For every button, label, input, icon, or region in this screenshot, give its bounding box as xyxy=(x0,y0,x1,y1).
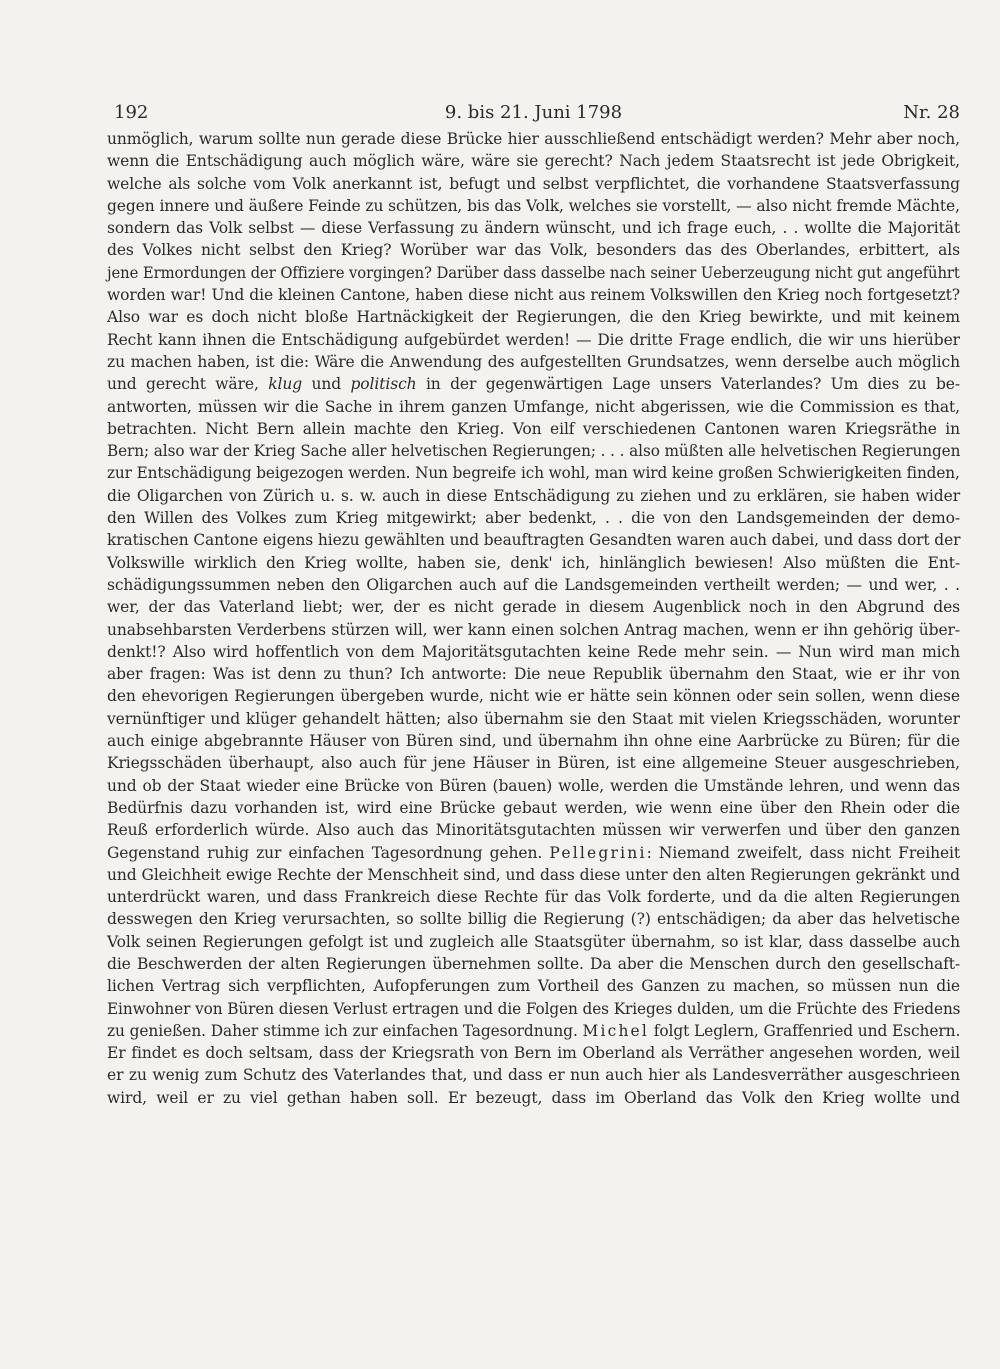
line-text: jene Ermordungen der Offiziere vorgingen? Darüber dass dasselbe nach seiner Ueberzeugung nicht gut angeführt xyxy=(107,263,960,282)
line-text: des Volkes nicht selbst den Krieg? Worüber war das Volk, besonders das des Oberlandes, erbittert, als xyxy=(107,241,960,260)
line-text: folgt Leglern, Graffenried und Eschern. xyxy=(648,1021,961,1040)
text-line xyxy=(107,462,960,484)
text-line xyxy=(107,842,960,864)
line-text: denkt!? Also wird hoffentlich von dem Majoritätsgutachten keine Rede mehr sein. — Nun wird man mich xyxy=(107,642,960,661)
line-text: zu genießen. Daher stimme ich zur einfachen Tagesordnung. xyxy=(107,1021,583,1040)
line-text: wenn die Entschädigung auch möglich wäre, wäre sie gerecht? Nach jedem Staatsrecht ist jede Obrigkeit, xyxy=(107,152,960,171)
text-line xyxy=(107,284,960,306)
text-line xyxy=(107,373,960,395)
line-text: Bern; also war der Krieg Sache aller helvetischen Regierungen; . . . also müßten alle helvetischen Regierungen xyxy=(107,442,961,461)
text-line xyxy=(107,351,960,373)
text-line xyxy=(107,507,960,529)
text-line xyxy=(107,329,960,351)
line-text: worden war! Und die kleinen Cantone, haben diese nicht aus reinem Volkswillen den Krieg noch fortgesetzt? xyxy=(107,286,960,305)
line-text: aber fragen: Was ist denn zu thun? Ich antworte: Die neue Republik übernahm den Staat, wie er ihr von xyxy=(107,665,960,684)
text-line xyxy=(107,708,960,730)
line-text: Reuß erforderlich würde. Also auch das Minoritätsgutachten müssen wir verwerfen und über den ganzen xyxy=(107,821,960,840)
text-line xyxy=(107,195,960,217)
page-number: 192 xyxy=(114,102,149,123)
line-text: lichen Vertrag sich verpflichten, Aufopferungen zum Vortheil des Ganzen zu machen, so müssen nun die xyxy=(107,977,960,996)
line-text: sondern das Volk selbst — diese Verfassung zu ändern wünscht, und ich frage euch, . . wollte die Majorität xyxy=(107,219,960,238)
line-text: Kriegsschäden überhaupt, also auch für jene Häuser in Büren, ist eine allgemeine Steuer ausgeschrieben, xyxy=(107,754,960,773)
line-text: die Beschwerden der alten Regierungen übernehmen sollte. Da aber die Menschen durch den gesellschaft- xyxy=(107,954,960,973)
body-text xyxy=(107,128,960,1109)
text-line xyxy=(107,552,960,574)
text-line xyxy=(107,306,960,328)
line-text: zu machen haben, ist die: Wäre die Anwendung des aufgestellten Grundsatzes, wenn derselbe auch möglich xyxy=(107,352,960,371)
line-text: und xyxy=(302,375,351,394)
text-line xyxy=(107,485,960,507)
line-text: welche als solche vom Volk anerkannt ist, befugt und selbst verpflichtet, die vorhandene Staatsverfassung xyxy=(107,174,960,193)
line-text: vernünftiger und klüger gehandelt hätten; also übernahm sie den Staat mit vielen Kriegsschäden, worunter xyxy=(107,709,960,728)
line-text: wer, der das Vaterland liebt; wer, der es nicht gerade in diesem Augenblick noch in den Abgrund des xyxy=(107,598,960,617)
text-line xyxy=(107,418,960,440)
line-text: Bedürfnis dazu vorhanden ist, wird eine Brücke gebaut werden, wie wenn eine über den Rhein oder die xyxy=(107,798,960,817)
line-text: und gerecht wäre, xyxy=(107,375,269,394)
line-text: betrachten. Nicht Bern allein machte den Krieg. Von eilf verschiedenen Cantonen waren Kriegsräthe in xyxy=(107,419,960,438)
line-text: er zu wenig zum Schutz des Vaterlandes that, und dass er nun auch hier als Landesverräther ausgeschrieen xyxy=(107,1066,960,1085)
text-line xyxy=(107,953,960,975)
text-line xyxy=(107,1042,960,1064)
line-text: und Gleichheit ewige Rechte der Menschheit sind, und dass diese unter den alten Regierungen gekränkt und xyxy=(107,865,960,884)
line-text: den Willen des Volkes zum Krieg mitgewirkt; aber bedenkt, . . die von den Landsgemeinden der demo- xyxy=(107,509,960,528)
line-text: unabsehbarsten Verderbens stürzen will, wer kann einen solchen Antrag machen, wenn er ihn gehörig über- xyxy=(107,620,960,639)
line-text: unmöglich, warum sollte nun gerade diese Brücke hier ausschließend entschädigt werden? Mehr aber noch, xyxy=(107,130,960,148)
text-line xyxy=(107,128,960,150)
text-line xyxy=(107,1087,960,1109)
text-line xyxy=(107,864,960,886)
line-text: gegen innere und äußere Feinde zu schützen, bis das Volk, welches sie vorstellt, — also nicht fremde Mächte, xyxy=(107,196,960,215)
text-line xyxy=(107,819,960,841)
text-line xyxy=(107,752,960,774)
line-text: Volk seinen Regierungen gefolgt ist und zugleich alle Staatsgüter übernahm, so ist klar, dass dasselbe auch xyxy=(107,932,960,951)
text-line xyxy=(107,685,960,707)
line-text: : Niemand zweifelt, dass nicht Freiheit xyxy=(646,843,961,862)
line-text: und ob der Staat wieder eine Brücke von Büren (bauen) wolle, werden die Umstände lehren, und wenn das xyxy=(107,776,960,795)
issue-number: Nr. 28 xyxy=(903,102,960,123)
line-text: unterdrückt waren, und dass Frankreich diese Rechte für das Volk forderte, und da die alten Regierungen xyxy=(107,888,960,907)
text-line xyxy=(107,262,960,284)
line-text: Volkswille wirklich den Krieg wollte, haben sie, denk' ich, hinlänglich bewiesen! Also müßten die Ent- xyxy=(107,553,960,572)
text-line xyxy=(107,797,960,819)
line-text: den ehevorigen Regierungen übergeben wurde, nicht wie er hätte sein können oder sein sollen, wenn diese xyxy=(107,687,960,706)
text-line xyxy=(107,975,960,997)
emphasized-word: politisch xyxy=(350,375,417,394)
text-line xyxy=(107,574,960,596)
line-text: Also war es doch nicht bloße Hartnäckigkeit der Regierungen, die den Krieg bewirkte, und mit keinem xyxy=(107,308,960,327)
text-line xyxy=(107,217,960,239)
speaker-name: Pellegrini xyxy=(549,843,647,862)
text-line xyxy=(107,886,960,908)
line-text: in der gegenwärtigen Lage unsers Vaterlandes? Um dies zu be- xyxy=(416,375,960,394)
text-line xyxy=(107,1020,960,1042)
text-line xyxy=(107,775,960,797)
line-text: desswegen den Krieg verursachten, so sollte billig die Regierung (?) entschädigen; da aber das helvetische xyxy=(107,910,960,929)
header-date: 9. bis 21. Juni 1798 xyxy=(444,102,623,123)
line-text: zur Entschädigung beigezogen werden. Nun begreife ich wohl, man wird keine großen Schwierigkeiten finden, xyxy=(107,464,960,483)
text-line xyxy=(107,908,960,930)
text-line xyxy=(107,730,960,752)
text-line xyxy=(107,529,960,551)
text-line xyxy=(107,1064,960,1086)
text-line xyxy=(107,931,960,953)
line-text: Einwohner von Büren diesen Verlust ertragen und die Folgen des Krieges dulden, um die Früchte des Friedens xyxy=(107,999,961,1018)
line-text: die Oligarchen von Zürich u. s. w. auch in diese Entschädigung zu ziehen und zu erklären, sie haben wider xyxy=(107,486,960,505)
text-line xyxy=(107,596,960,618)
line-text: auch einige abgebrannte Häuser von Büren sind, und übernahm ihn ohne eine Aarbrücke zu Büren; für die xyxy=(107,732,960,751)
text-line xyxy=(107,663,960,685)
line-text: Gegenstand ruhig zur einfachen Tagesordnung gehen. xyxy=(107,843,550,862)
line-text: antworten, müssen wir die Sache in ihrem ganzen Umfange, nicht abgerissen, wie die Commission es that, xyxy=(107,397,960,416)
text-line xyxy=(107,619,960,641)
text-line xyxy=(107,396,960,418)
running-header xyxy=(107,100,960,126)
line-text: kratischen Cantone eigens hiezu gewählten und beauftragten Gesandten waren auch dabei, und dass dort der xyxy=(107,531,961,550)
text-line xyxy=(107,173,960,195)
emphasized-word: klug xyxy=(268,375,303,394)
text-line xyxy=(107,239,960,261)
line-text: Er findet es doch seltsam, dass der Kriegsrath von Bern im Oberland als Verräther angesehen worden, weil xyxy=(107,1044,960,1063)
text-line xyxy=(107,150,960,172)
text-line xyxy=(107,641,960,663)
text-line xyxy=(107,440,960,462)
speaker-name: Michel xyxy=(582,1021,649,1040)
text-line xyxy=(107,998,960,1020)
line-text: schädigungssummen neben den Oligarchen auch auf die Landsgemeinden vertheilt werden; — und wer, . . xyxy=(107,575,960,594)
line-text: Recht kann ihnen die Entschädigung aufgebürdet werden! — Die dritte Frage endlich, die wir uns hierüber xyxy=(107,330,960,349)
line-text: wird, weil er zu viel gethan haben soll. Er bezeugt, dass im Oberland das Volk den Krieg wollte und xyxy=(107,1088,960,1107)
